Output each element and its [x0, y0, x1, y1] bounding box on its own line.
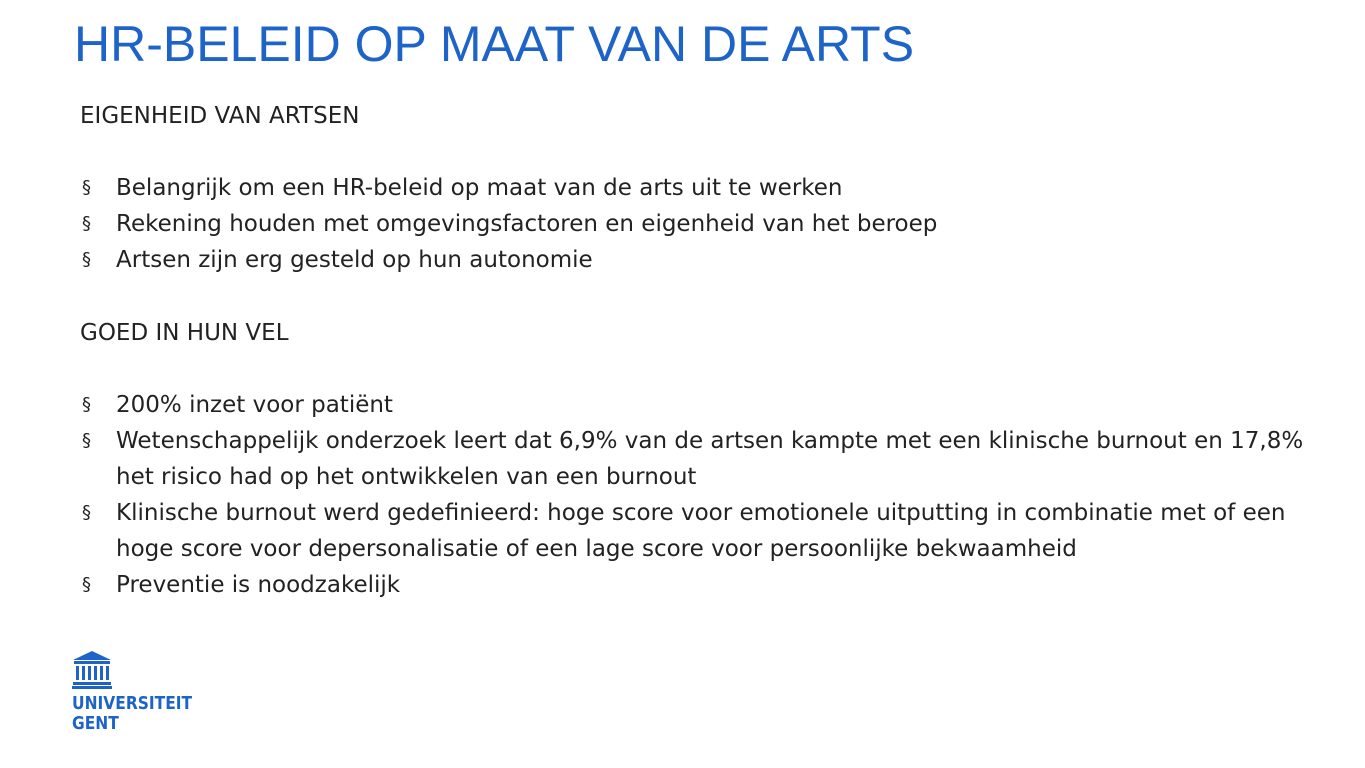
university-logo: [72, 650, 193, 736]
bullet-text: Preventie is noodzakelijk: [116, 572, 401, 598]
logo-text-universiteit: UNIVERSITEIT: [72, 693, 193, 714]
list-item: [80, 170, 1310, 206]
university-building-icon: [72, 650, 112, 690]
list-item: [80, 206, 1310, 242]
bullet-marker: §: [82, 430, 91, 451]
bullet-marker: §: [82, 249, 91, 270]
section-heading-eigenheid: EIGENHEID VAN ARTSEN: [80, 103, 360, 129]
bullet-text: Wetenschappelijk onderzoek leert dat 6,9% van de artsen kampte met een klinische burnout en 17,8% het risico had op het ontwikkelen van een burnout: [116, 428, 1304, 490]
bullet-text: Artsen zijn erg gesteld op hun autonomie: [116, 247, 593, 273]
bullet-text: 200% inzet voor patiënt: [116, 392, 393, 418]
bullet-text: Klinische burnout werd gedefinieerd: hoge score voor emotionele uitputting in combinatie met of een hoge score voor depersonalisatie of een lage score voor persoonlijke bekwaamheid: [116, 500, 1286, 562]
section-heading-goed-in-hun-vel: GOED IN HUN VEL: [80, 320, 289, 346]
bullet-list-eigenheid: [80, 170, 1310, 278]
bullet-text: Rekening houden met omgevingsfactoren en eigenheid van het beroep: [116, 211, 938, 237]
list-item: [80, 387, 1310, 423]
bullet-list-goed-in-hun-vel: [80, 387, 1310, 603]
bullet-text: Belangrijk om een HR-beleid op maat van de arts uit te werken: [116, 175, 843, 201]
list-item: [80, 423, 1310, 495]
logo-text-gent: GENT: [72, 713, 119, 734]
bullet-marker: §: [82, 574, 91, 595]
bullet-marker: §: [82, 177, 91, 198]
bullet-marker: §: [82, 502, 91, 523]
list-item: [80, 567, 1310, 603]
slide-title: HR-BELEID OP MAAT VAN DE ARTS: [74, 16, 915, 72]
list-item: [80, 495, 1310, 567]
bullet-marker: §: [82, 394, 91, 415]
list-item: [80, 242, 1310, 278]
bullet-marker: §: [82, 213, 91, 234]
